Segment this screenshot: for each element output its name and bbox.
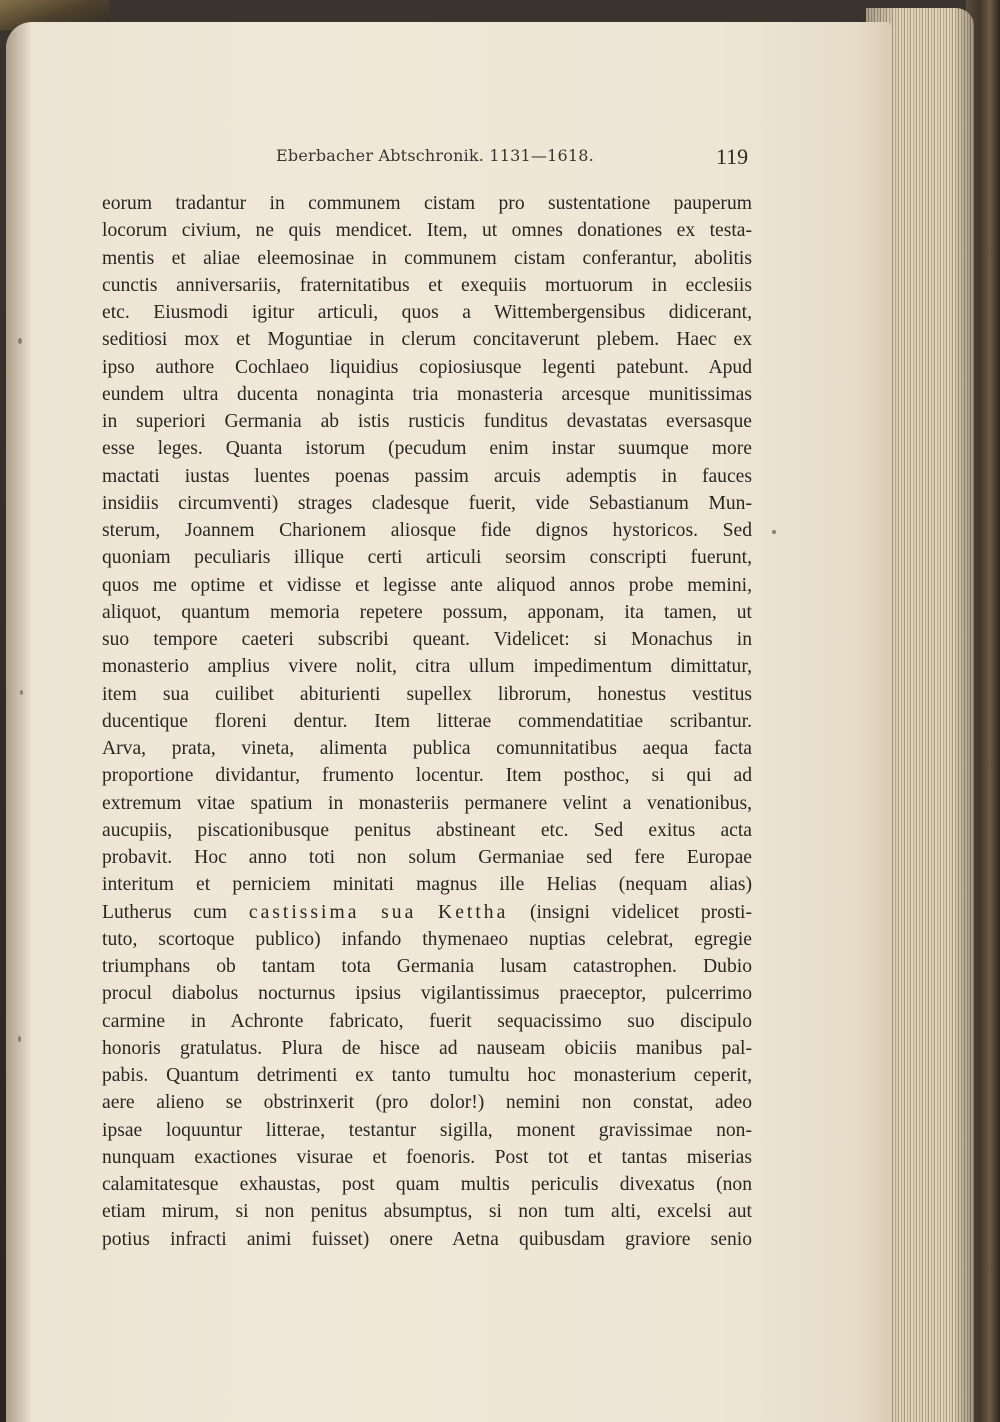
text-line: procul diabolus nocturnus ipsius vigilantissimus praeceptor, pulcerrimo (102, 983, 752, 1005)
text-line: quos me optime et vidisse et legisse ante aliquod annos probe memini, (102, 574, 752, 596)
text-fragment (416, 902, 438, 923)
page-number: 119 (716, 144, 749, 169)
text-fragment (359, 902, 381, 923)
spine-shadow (6, 22, 32, 1422)
text-fragment: (insigni videlicet prosti- (508, 901, 752, 923)
text-line: aere alieno se obstrinxerit (pro dolor!) nemini non constat, adeo (102, 1092, 752, 1114)
spaced-word: castissima (248, 901, 360, 923)
text-line: ducentique floreni dentur. Item litterae commendatitiae scribantur. (102, 710, 752, 732)
page-speck (20, 690, 23, 695)
text-line-spaced (102, 899, 752, 926)
text-line: pabis. Quantum detrimenti ex tanto tumultu hoc monasterium ceperit, (102, 1065, 752, 1086)
text-line: potius infracti animi fuisset) onere Aetna quibusdam graviore senio (102, 1228, 752, 1250)
text-line: ipso authore Cochlaeo liquidius copiosiusque legenti patebunt. Apud (102, 356, 752, 378)
text-line: calamitatesque exhaustas, post quam multis periculis divexatus (non (102, 1174, 752, 1195)
text-line: carmine in Achronte fabricato, fuerit sequacissimo suo discipulo (102, 1010, 752, 1032)
text-line: honoris gratulatus. Plura de hisce ad nauseam obiciis manibus pal- (102, 1037, 752, 1059)
text-line: mactati iustas luentes poenas passim arcuis ademptis in fauces (102, 465, 752, 487)
page-speck (772, 530, 776, 534)
text-line: eundem ultra ducenta nonaginta tria monasteria arcesque munitissimas (102, 383, 752, 405)
text-line: in superiori Germania ab istis rusticis funditus devastatas eversasque (102, 411, 752, 432)
text-line: triumphans ob tantam tota Germania lusam catastrophen. Dubio (102, 956, 752, 977)
text-line: etiam mirum, si non penitus absumptus, si non tum alti, excelsi aut (102, 1201, 752, 1223)
text-line: ipsae loquuntur litterae, testantur sigilla, monent gravissimae non- (102, 1119, 752, 1141)
text-line: interitum et perniciem minitati magnus ille Helias (nequam alias) (102, 874, 752, 896)
text-line: insidiis circumventi) strages cladesque fuerit, vide Sebastianum Mun- (102, 492, 752, 514)
text-line: probavit. Hoc anno toti non solum Germaniae sed fere Europae (102, 847, 752, 868)
text-line: tuto, scortoque publico) infando thymenaeo nuptias celebrat, egregie (102, 928, 752, 950)
text-line: sterum, Joannem Charionem aliosque fide dignos hystoricos. Sed (102, 520, 752, 541)
spaced-word: sua (381, 901, 417, 923)
text-line: aucupiis, piscationibusque penitus abstineant etc. Sed exitus acta (102, 819, 752, 841)
text-line: eorum tradantur in communem cistam pro sustentatione pauperum (102, 193, 752, 214)
page-speck (18, 338, 22, 344)
text-line: aliquot, quantum memoria repetere possum, apponam, ita tamen, ut (102, 601, 752, 623)
text-line: proportione dividantur, frumento locentur. Item posthoc, si qui ad (102, 765, 752, 787)
running-title: Eberbacher Abtschronik. 1131—1618. (276, 146, 594, 165)
text-line: item sua cuilibet abiturienti supellex librorum, honestus vestitus (102, 683, 752, 705)
text-line: Arva, prata, vineta, alimenta publica comunnitatibus aequa facta (102, 738, 752, 759)
text-line: esse leges. Quanta istorum (pecudum enim instar suumque more (102, 438, 752, 460)
spaced-word: Kettha (438, 901, 509, 923)
page-speck (18, 1036, 21, 1042)
text-line: etc. Eiusmodi igitur articuli, quos a Wittembergensibus didicerant, (102, 302, 752, 323)
text-line: cunctis anniversariis, fraternitatibus et exequiis mortuorum in ecclesiis (102, 274, 752, 296)
text-line: nunquam exactiones visurae et foenoris. Post tot et tantas miserias (102, 1146, 752, 1168)
text-line: extremum vitae spatium in monasteriis permanere velint a venationibus, (102, 792, 752, 814)
text-line: monasterio amplius vivere nolit, citra ullum impedimentum dimittatur, (102, 656, 752, 678)
text-line: locorum civium, ne quis mendicet. Item, ut omnes donationes ex testa- (102, 220, 752, 242)
body-text (102, 190, 752, 1253)
text-line: suo tempore caeteri subscribi queant. Videlicet: si Monachus in (102, 629, 752, 650)
text-line: mentis et aliae eleemosinae in communem cistam conferantur, abolitis (102, 247, 752, 269)
text-line: quoniam peculiaris illique certi articuli seorsim conscripti fuerunt, (102, 547, 752, 569)
text-line: seditiosi mox et Moguntiae in clerum concitaverunt plebem. Haec ex (102, 329, 752, 351)
text-fragment: Lutherus cum (102, 901, 249, 923)
